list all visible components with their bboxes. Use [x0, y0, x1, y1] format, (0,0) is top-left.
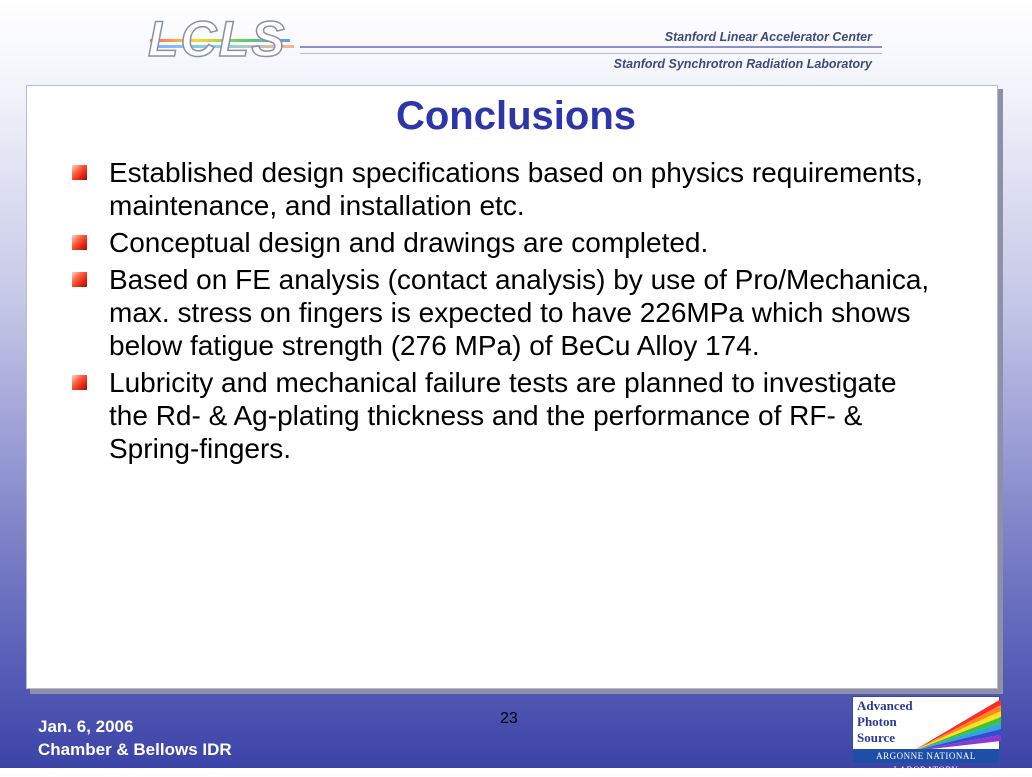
bullet-text: Conceptual design and drawings are completed. [109, 227, 709, 258]
header-rule-top [300, 46, 882, 48]
aps-logo [852, 696, 1000, 775]
square-bullet-icon [72, 235, 87, 250]
bullet-text: Based on FE analysis (contact analysis) by use of Pro/Mechanica, max. stress on fingers is expected to have 226MPa which shows below fatigue strength (276 MPa) of BeCu Alloy 174. [109, 264, 930, 361]
argonne-label: ARGONNE NATIONAL LABORATORY [853, 749, 999, 763]
bullet-item [72, 156, 932, 222]
bullet-item [72, 263, 932, 362]
aps-line-1: Advanced [857, 698, 913, 713]
aps-line-2: Photon [857, 714, 897, 729]
square-bullet-icon [72, 165, 87, 180]
aps-logo-text [857, 698, 913, 746]
page-number: 23 [500, 710, 518, 727]
bullet-text: Lubricity and mechanical failure tests are planned to investigate the Rd- & Ag-plating thickness and the performance of RF- & Spring-fingers. [109, 367, 897, 464]
footer-date: Jan. 6, 2006 [38, 717, 134, 736]
footer-event: Chamber & Bellows IDR [38, 740, 232, 759]
square-bullet-icon [72, 375, 87, 390]
header-rule-bottom [300, 53, 882, 54]
footer-info [38, 715, 232, 761]
aps-line-3: Source [857, 730, 896, 745]
bullet-item [72, 226, 932, 259]
bullet-list [72, 156, 932, 469]
lcls-logo-text: LCLS [148, 11, 287, 67]
bullet-text: Established design specifications based on physics requirements, maintenance, and installation etc. [109, 157, 924, 221]
square-bullet-icon [72, 272, 87, 287]
lcls-logo [148, 12, 298, 66]
lab-name-ssrl: Stanford Synchrotron Radiation Laboratory [613, 57, 872, 71]
lab-name-slac: Stanford Linear Accelerator Center [664, 30, 872, 44]
bullet-item [72, 366, 932, 465]
slide-title: Conclusions [395, 94, 637, 138]
